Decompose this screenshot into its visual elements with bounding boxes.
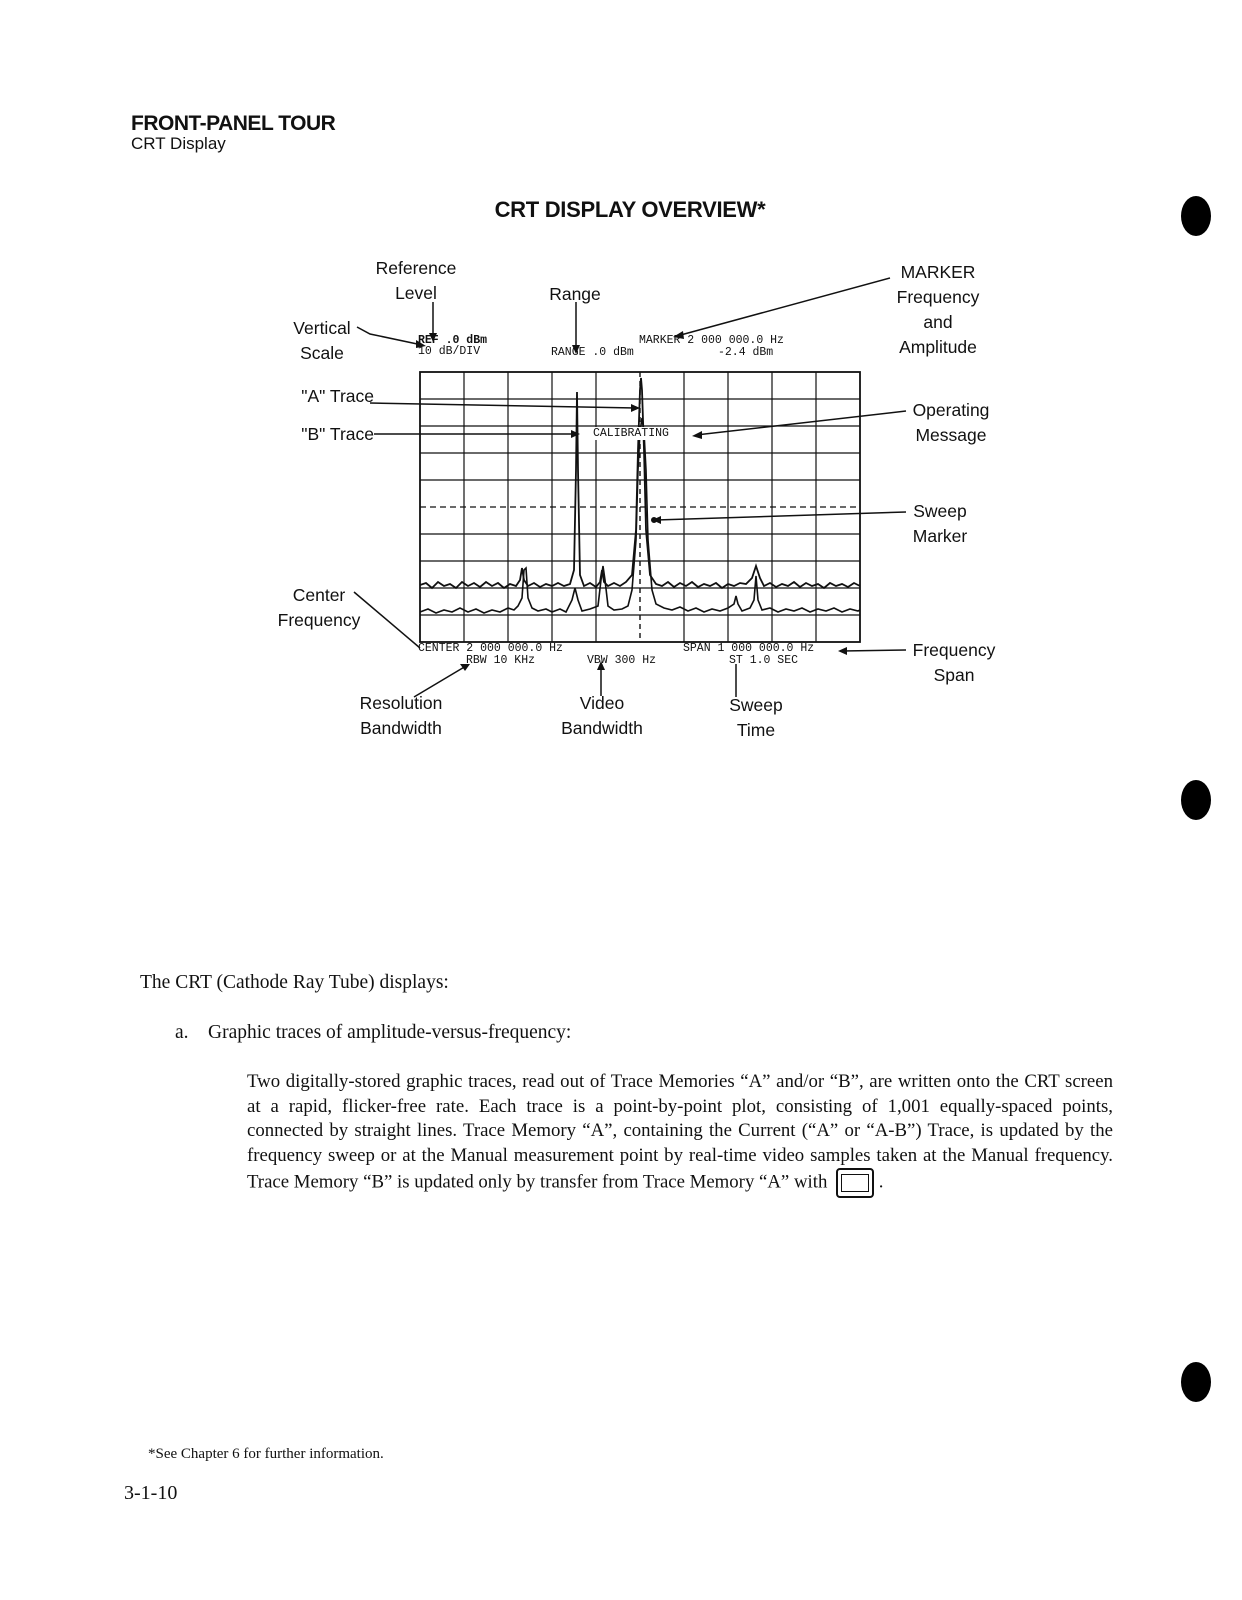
crt-marker-frequency-text: MARKER 2 000 000.0 Hz — [639, 334, 784, 347]
intro-text: The CRT (Cathode Ray Tube) displays: — [140, 972, 449, 993]
callout-operating-message: Operating Message — [912, 400, 990, 445]
crt-vertical-scale-text: 10 dB/DIV — [418, 345, 481, 358]
crt-center-frequency-text: CENTER 2 000 000.0 Hz — [418, 642, 563, 655]
callout-a-trace: "A" Trace — [301, 386, 374, 406]
section-title: FRONT-PANEL TOUR — [131, 112, 336, 135]
callout-range: Range — [549, 284, 601, 304]
frequency-span-leader — [842, 650, 906, 651]
callout-sweep-time: Sweep Time — [729, 695, 783, 740]
callout-sweep-marker: Sweep Marker — [912, 501, 968, 546]
callout-vertical-scale: Vertical Scale — [293, 318, 351, 363]
crt-marker-amplitude-text: -2.4 dBm — [718, 346, 774, 359]
callout-arrowheads — [416, 331, 847, 671]
description-paragraph-end: . — [878, 1171, 884, 1193]
callout-reference-level: Reference Level — [375, 258, 457, 303]
store-a-to-b-key-icon — [836, 1168, 874, 1198]
figure-title: CRT DISPLAY OVERVIEW* — [494, 197, 766, 222]
callout-frequency-span: Frequency Span — [912, 640, 996, 685]
callout-b-trace: "B" Trace — [301, 424, 374, 444]
marker-leader — [677, 278, 890, 336]
page-number: 3-1-10 — [124, 1482, 178, 1504]
callout-center-frequency: Center Frequency — [277, 585, 361, 630]
crt-vbw-text: VBW 300 Hz — [587, 654, 657, 667]
callout-video-bandwidth: Video Bandwidth — [561, 693, 643, 738]
crt-sweep-time-text: ST 1.0 SEC — [729, 654, 799, 667]
crt-reference-level-text: REF .0 dBm — [418, 334, 488, 347]
crt-operating-message-text: CALIBRATING — [593, 427, 669, 440]
footnote: *See Chapter 6 for further information. — [148, 1446, 384, 1462]
list-item-a: a. Graphic traces of amplitude-versus-frequency: — [175, 1022, 572, 1043]
description-paragraph-text: Two digitally-stored graphic traces, read out of Trace Memories “A” and/or “B”, are written onto the CRT screen at a rapid, flicker-free rate. Each trace is a point-by-point plot, consisting of 1,001 equally-spaced points, connected by straight lines. Trace Memory “A”, containing the Current (“A” or “A-B”) Trace, is updated by the frequency sweep or at the Manual measurement point by real-time video samples taken at the Manual frequency. Trace Memory “B” is updated only by transfer from Trace Memory “A” with — [247, 1071, 1113, 1193]
crt-range-text: RANGE .0 dBm — [551, 346, 634, 359]
callout-resolution-bandwidth: Resolution Bandwidth — [359, 693, 443, 738]
section-subtitle: CRT Display — [131, 134, 226, 153]
crt-rbw-text: RBW 10 KHz — [466, 654, 536, 667]
a-trace-leader — [370, 403, 637, 408]
callout-marker-frequency-amplitude: MARKER Frequency and Amplitude — [896, 262, 980, 357]
sweep-marker-leader — [656, 512, 906, 520]
crt-span-text: SPAN 1 000 000.0 Hz — [683, 642, 815, 655]
description-paragraph — [247, 1070, 1113, 1198]
